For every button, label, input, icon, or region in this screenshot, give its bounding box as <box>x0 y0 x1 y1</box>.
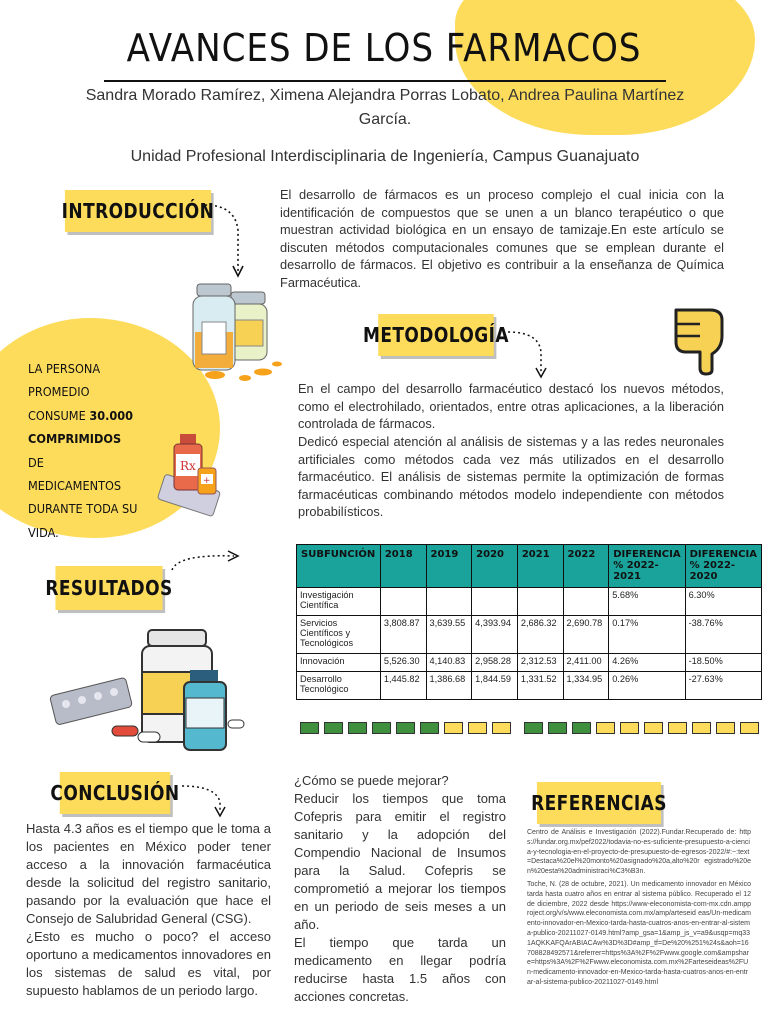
reference-1: Centro de Análisis e Investigación (2022).Fundar.Recuperado de: https://fundar.org.mx/pef2022/todavia-no-es-suficiente-presupuesto-a-ciencia-y-tecnologia-en-el-proyecto-de-presupuesto-de-egresos-2022/#:~:text=Destaca%20el%20monto%20asignado%20a,alto%20r egistrado%20en%20esta%20administraci%C3%B3n. <box>527 829 751 876</box>
table-cell: 2,411.00 <box>563 654 609 672</box>
table-header: SUBFUNCIÓN <box>297 545 381 588</box>
conclusion-text-2: ¿Esto es mucho o poco? el acceso oportuno a medicamentos innovadores en los sistemas de salud es vital, por supuesto hablamos de un periodo largo. <box>26 929 271 998</box>
table-cell: Desarrollo Tecnológico <box>297 672 381 700</box>
stat-text-end: DE MEDICAMENTOS DURANTE TODA SU VIDA. <box>28 454 138 540</box>
metodologia-label: METODOLOGÍA <box>378 314 494 356</box>
table-cell: 2,958.28 <box>472 654 518 672</box>
table-cell: -18.50% <box>685 654 761 672</box>
table-cell: 3,639.55 <box>426 616 472 654</box>
table-cell: 3,808.87 <box>380 616 426 654</box>
table-cell: 2,312.53 <box>517 654 563 672</box>
table-cell: 1,334.95 <box>563 672 609 700</box>
table-cell <box>472 588 518 616</box>
stat-callout <box>28 357 138 544</box>
table-cell: 5.68% <box>609 588 685 616</box>
table-header-row <box>297 545 762 588</box>
authors: Sandra Morado Ramírez, Ximena Alejandra Porras Lobato, Andrea Paulina Martínez García. <box>85 87 685 128</box>
improve-text-1: Reducir los tiempos que toma Cofepris para emitir el registro sanitario y la adopción del Compendio Nacional de Insumos para la Salud. Cofepris se comprometió a mejorar los tiempos en un periodo de seis meses a un año. <box>294 791 506 932</box>
table-cell: 4,140.83 <box>426 654 472 672</box>
svg-text:Rx: Rx <box>180 459 196 473</box>
resultados-label: RESULTADOS <box>55 566 162 610</box>
results-table <box>296 544 762 700</box>
table-row <box>297 672 762 700</box>
table-cell: 4,393.94 <box>472 616 518 654</box>
table-header: 2022 <box>563 545 609 588</box>
page-title: AVANCES DE LOS FARMACOS <box>126 26 642 70</box>
table-cell: 4.26% <box>609 654 685 672</box>
metodologia-arrow <box>505 326 555 382</box>
table-header: 2021 <box>517 545 563 588</box>
intro-text: El desarrollo de fármacos es un proceso complejo el cual inicia con la identificación de compuestos que se unen a un blanco terapéutico o que muestran actividad biológica en un ensayo de tamizaje.En este artículo se discuten métodos computacionales comunes que se emplean durante el desarrollo de fármacos. El objetivo es contribuir a la enseñanza de Química Farmacéutica. <box>280 187 724 290</box>
table-cell <box>517 588 563 616</box>
reference-2: Toche, N. (28 de octubre, 2021). Un medicamento innovador en México tarda hasta cuatro años en entrar al sistema público. Recuperado el 12 de diciembre, 2022 desde https://www-eleconomista-com-mx.cdn.ampproject.org/v/s/www.eleconomista.com.mx/amp/arteseid eas/Un-medicamento-innovador-en-Mexico-tarda-hasta-cuatros-anos-en-entrar-al-sistema-publico-20211027-0149.html?amp_gsa=1&amp_js_v=a9&usqp=mq331AQKKAFQArABIACAw%3D%3D#amp_tf=De%20%251%24s&aoh=16708828492571&referrer=https%3A%2F%2Fwww.google.com&ampshare=https%3A%2F%2Fwww.eleconomista.com.mx%2Farteseideas%2FUn-medicamento-innovador-en-Mexico-tarda-hasta-cuatros-anos-en-entrar-al-sistema-publico-20211027-0149.html <box>527 881 751 986</box>
table-cell: 2,686.32 <box>517 616 563 654</box>
pill-bottles-illustration <box>185 280 285 390</box>
referencias-label: REFERENCIAS <box>537 782 661 824</box>
table-cell: 0.26% <box>609 672 685 700</box>
improve-question: ¿Cómo se puede mejorar? <box>294 773 449 788</box>
table-row <box>297 588 762 616</box>
pointing-hand-icon <box>670 304 730 374</box>
stat-text-start: LA PERSONA PROMEDIO CONSUME <box>28 361 101 423</box>
table-cell: 5,526.30 <box>380 654 426 672</box>
table-cell: Servicios Científicos y Tecnológicos <box>297 616 381 654</box>
metodologia-text-2: Dedicó especial atención al análisis de sistemas y a las redes neuronales artificiales como métodos cada vez más utilizados en el desarrollo farmacéutico. El análisis de sistemas permite la optimización de formas farmacéuticas combinando métodos modelo independiente con métodos probabilísticos. <box>298 434 724 519</box>
affiliation: Unidad Profesional Interdisciplinaria de Ingeniería, Campus Guanajuato <box>130 148 640 165</box>
table-cell: Innovación <box>297 654 381 672</box>
table-cell <box>426 588 472 616</box>
table-cell: 1,331.52 <box>517 672 563 700</box>
stat-bold: 30.000 COMPRIMIDOS <box>28 407 134 447</box>
conclusion-label: CONCLUSIÓN <box>60 772 171 814</box>
table-cell: 0.17% <box>609 616 685 654</box>
improve-text-2: El tiempo que tarda un medicamento en llegar podría reducirse hasta 1.5 años con acciones concretas. <box>294 935 506 1004</box>
intro-arrow <box>200 200 250 280</box>
table-header: DIFERENCIA % 2022-2020 <box>685 545 761 588</box>
svg-text:+: + <box>203 476 211 486</box>
table-header: 2020 <box>472 545 518 588</box>
table-row <box>297 616 762 654</box>
table-header: 2018 <box>380 545 426 588</box>
table-cell: 1,445.82 <box>380 672 426 700</box>
table-cell: 1,844.59 <box>472 672 518 700</box>
table-cell: 6.30% <box>685 588 761 616</box>
intro-label: INTRODUCCIÓN <box>65 190 211 232</box>
resultados-arrow <box>168 546 248 576</box>
conclusion-arrow <box>180 780 230 820</box>
metodologia-text-1: En el campo del desarrollo farmacéutico destacó los nuevos métodos, como el electrohilado, orientados, entre otras aplicaciones, a la liberación controlada de fármacos. <box>298 381 724 431</box>
table-cell: -27.63% <box>685 672 761 700</box>
conclusion-text-1: Hasta 4.3 años es el tiempo que le toma a los pacientes en México poder tener acceso a la innovación farmacéutica desde la solicitud del registro sanitario, pasando por la evaluación que hace el Consejo de Salubridad General (CSG). <box>26 821 271 926</box>
decorative-blocks-left <box>300 722 511 734</box>
table-header: 2019 <box>426 545 472 588</box>
table-header: DIFERENCIA % 2022-2021 <box>609 545 685 588</box>
table-cell: 2,690.78 <box>563 616 609 654</box>
medicines-illustration <box>52 628 247 758</box>
table-cell: 1,386.68 <box>426 672 472 700</box>
table-cell: -38.76% <box>685 616 761 654</box>
table-cell <box>380 588 426 616</box>
medicine-bottle-illustration <box>158 430 228 520</box>
table-row <box>297 654 762 672</box>
table-cell <box>563 588 609 616</box>
table-cell: Investigación Científica <box>297 588 381 616</box>
title-divider <box>104 80 666 82</box>
decorative-blocks-right <box>524 722 759 734</box>
